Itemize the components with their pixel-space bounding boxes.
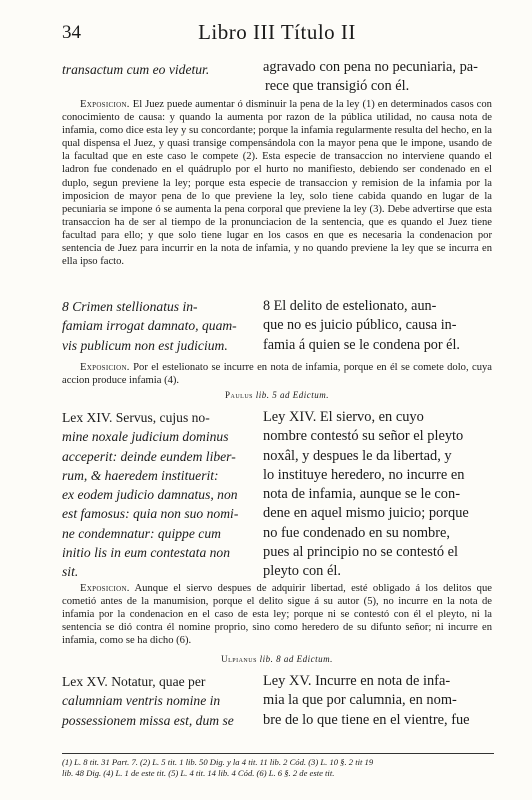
running-title: Libro III Título II: [198, 20, 356, 44]
spanish-line: no fue condenado en su nombre,: [263, 524, 451, 541]
spanish-line: nota de infamia, aunque se le con-: [263, 486, 460, 503]
latin-line: possessionem missa est, dum se: [62, 712, 234, 728]
latin-line: calumniam ventris nomine in: [62, 693, 221, 709]
page-header: [62, 22, 492, 52]
lex-15-spanish: [263, 672, 495, 730]
lex-14-latin: [62, 408, 254, 582]
latin-line: sit.: [62, 564, 79, 580]
lex-14-spanish: [263, 408, 495, 582]
latin-line: 8 Crimen stellionatus in-: [62, 299, 198, 314]
exposicion-paragraph-2: [62, 361, 492, 387]
exposicion-paragraph-1: [62, 98, 492, 268]
latin-line: famiam irrogat damnato, quam-: [62, 318, 237, 334]
exposicion-text: Aunque el siervo despues de adquirir libertad, esté obligado á los delitos que cometió antes de la manumision, porque el delito sigue á su autor (5), no incurre en la nota de infamia por la condenacion en el caso de esta ley; porque ni se contestó con él el pleyto, ni la sentencia se dió contra él nomine proprio, sino como heredero de su difunto señor; ni incurre en infamia, como se ha dicho (6).: [62, 583, 492, 647]
latin-line: transactum cum eo videtur.: [62, 62, 210, 77]
page-number: 34: [62, 22, 81, 43]
section-8-latin: [62, 297, 254, 355]
spanish-line: lo instituye heredero, no incurre en: [263, 466, 465, 483]
latin-line: mine noxale judicium dominus: [62, 429, 229, 445]
latin-line: ex eodem judicio damnatus, non: [62, 487, 238, 503]
latin-line: Lex XV. Notatur, quae per: [62, 674, 206, 689]
spanish-line: bre de lo que tiene en el vientre, fue: [263, 711, 470, 728]
spanish-line: nombre contestó su señor el pleyto: [263, 428, 464, 445]
spanish-line: mia la que por calumnia, en nom-: [263, 692, 457, 709]
latin-line: est famosus: quia non suo nomi-: [62, 506, 239, 522]
spanish-line: 8 El delito de estelionato, aun-: [263, 298, 437, 314]
lex-15-latin: [62, 672, 254, 730]
spanish-line: noxâl, y despues le da libertad, y: [263, 447, 452, 464]
spanish-line: Ley XIV. El siervo, en cuyo: [263, 409, 424, 425]
footnotes: [62, 753, 494, 779]
source-attribution-ulpianus: [62, 654, 492, 664]
latin-line: rum, & haeredem instituerit:: [62, 467, 219, 483]
spanish-line: agravado con pena no pecuniaria, pa-: [263, 59, 478, 75]
exposicion-paragraph-3: [62, 582, 492, 647]
spanish-line: Ley XV. Incurre en nota de infa-: [263, 673, 451, 689]
spanish-line: famia á quien se le condena por él.: [263, 336, 460, 353]
source-reference: lib. 8 ad Edictum.: [259, 654, 333, 664]
spanish-line: dene en aquel mismo juicio; porque: [263, 505, 469, 522]
spanish-line: pues al principio no se contestó el: [263, 544, 459, 561]
latin-line: acceperit: deinde eundem liber-: [62, 448, 236, 464]
latin-line: Lex XIV. Servus, cujus no-: [62, 410, 210, 425]
source-attribution-paulus: [62, 390, 492, 400]
exposicion-label: Exposicion.: [80, 99, 130, 110]
top-latin-column: [62, 60, 252, 79]
latin-line: vis publicum non est judicium.: [62, 337, 228, 353]
exposicion-text: El Juez puede aumentar ó disminuir la pena de la ley (1) en determinados casos con conocimiento de causa: y quando la aumenta por razon de la pública utilidad, no causa nota de infamia, como dice esta ley y su concordante; porque la infamia regularmente resulta del hecho, en la qual dispensa el Juez, y quasi transige compensándola con la mayor pena que le impone, usando de la facultad que en este caso le compete (2). Esta especie de transaccion no interviene quando el ladron fue condenado en el quádruplo por el hurto no manifiesto, debiendo ser condenado en el duplo, segun previene la ley; porque esta especie de transaccion y remision de la infamia por la imposicion de mayor pena de lo que previene la ley, solo tiene cabida quando en lugar de la pecuniaria se impone ó se aumenta la pena corporal que previene la ley (3). Debe advertirse que esta transaccion ha de ser al tiempo de la pronunciacion de la sentencia, que es quando el Juez tiene facultad para ello; y que solo tiene lugar en los casos en que es necesaria la condenacion por sentencia de Juez para incurrir en la nota de infamia, y no quando previene la ley que se incurra en ella ipso facto.: [62, 99, 492, 268]
spanish-line: pleyto con él.: [263, 563, 341, 580]
latin-line: initio lis in eum contestata non: [62, 545, 231, 561]
spanish-line: rece que transigió con él.: [265, 78, 410, 95]
section-8-spanish: [263, 297, 495, 355]
source-author: Ulpianus: [221, 654, 257, 664]
source-reference: lib. 5 ad Edictum.: [255, 390, 329, 400]
exposicion-label: Exposicion.: [80, 583, 130, 594]
latin-line: ne condemnatur: quippe cum: [62, 525, 221, 541]
top-spanish-column: [263, 58, 493, 97]
exposicion-label: Exposicion.: [80, 362, 130, 373]
spanish-line: que no es juicio público, causa in-: [263, 317, 457, 334]
source-author: Paulus: [224, 390, 253, 400]
footnote-line: (1) L. 8 tit. 31 Part. 7. (2) L. 5 tit. 1 lib. 50 Dig. y la 4 tit. 11 lib. 2 Cód. (3) L. 10 §. 2 tit 19: [62, 757, 374, 767]
exposicion-text: Por el estelionato se incurre en nota de infamia, porque en él se comete dolo, cuya accion produce infamia (4).: [62, 362, 492, 387]
footnote-line: lib. 48 Dig. (4) L. 1 de este tit. (5) L. 4 tit. 14 lib. 4 Cód. (6) L. 6 §. 2 de este tit.: [62, 768, 335, 778]
